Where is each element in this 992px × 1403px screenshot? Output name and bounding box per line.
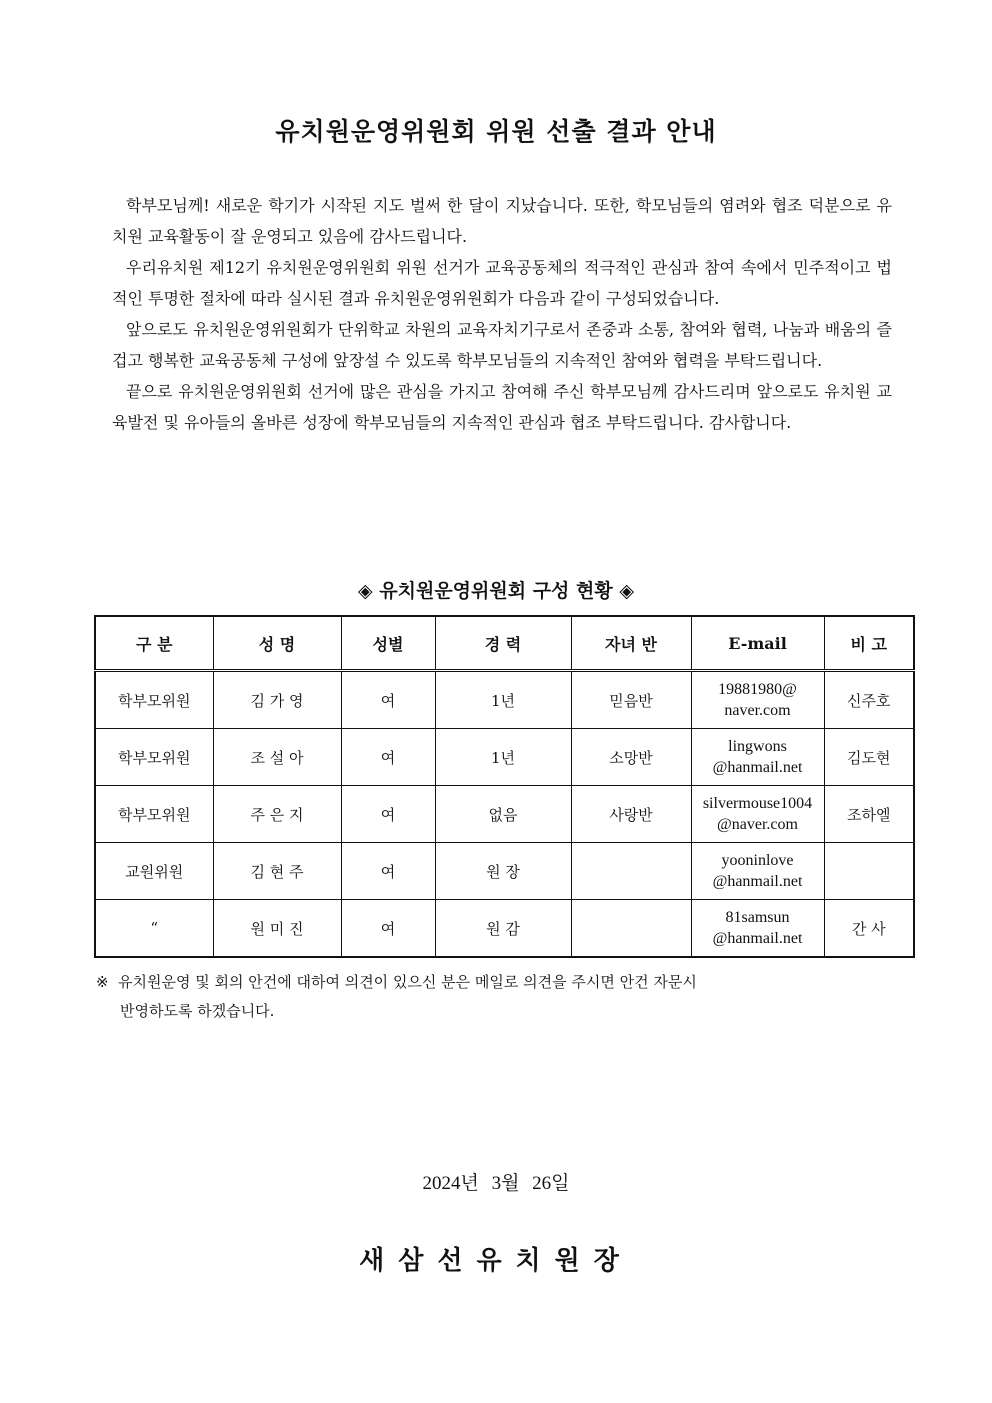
cell-category: 학부모위원	[95, 786, 213, 843]
cell-name: 조 설 아	[213, 729, 341, 786]
cell-gender: 여	[341, 900, 435, 958]
cell-category: “	[95, 900, 213, 958]
table-row	[95, 843, 914, 900]
cell-career: 없음	[435, 786, 571, 843]
section-title: ◈ 유치원운영위원회 구성 현황 ◈	[358, 580, 634, 602]
cell-note: 간 사	[824, 900, 914, 958]
cell-email	[691, 900, 824, 958]
email-line: 19881980@	[718, 681, 797, 698]
cell-category: 학부모위원	[95, 671, 213, 729]
cell-email	[691, 729, 824, 786]
cell-career: 원 장	[435, 843, 571, 900]
cell-class: 소망반	[571, 729, 691, 786]
header-category: 구 분	[95, 616, 213, 671]
paragraph: 학부모님께! 새로운 학기가 시작된 지도 벌써 한 달이 지났습니다. 또한, 학모님들의 염려와 협조 덕분으로 유치원 교육활동이 잘 운영되고 있음에 감사드립니다.	[112, 196, 892, 246]
cell-email	[691, 786, 824, 843]
reference-mark: ※	[96, 973, 109, 991]
cell-note	[824, 843, 914, 900]
email-line: lingwons	[728, 738, 787, 755]
email-line: @hanmail.net	[712, 759, 803, 776]
table-row	[95, 900, 914, 958]
email-line: silvermouse1004	[702, 795, 813, 812]
footnote-line: 반영하도록 하겠습니다.	[120, 1002, 275, 1020]
email-line: naver.com	[724, 702, 791, 719]
email-line: 81samsun	[725, 909, 790, 926]
header-name: 성 명	[213, 616, 341, 671]
table-row	[95, 729, 914, 786]
cell-career: 1년	[435, 671, 571, 729]
footnote-line: 유치원운영 및 회의 안건에 대하여 의견이 있으신 분은 메일로 의견을 주시면 안건 자문시	[118, 973, 697, 991]
cell-gender: 여	[341, 786, 435, 843]
cell-class: 믿음반	[571, 671, 691, 729]
footnote	[96, 968, 896, 1026]
table-header-row	[95, 616, 914, 671]
cell-note: 김도현	[824, 729, 914, 786]
cell-name: 원 미 진	[213, 900, 341, 958]
paragraph: 앞으로도 유치원운영위원회가 단위학교 차원의 교육자치기구로서 존중과 소통, 참여와 협력, 나눔과 배움의 즐겁고 행복한 교육공동체 구성에 앞장설 수 있도록 학부모님들의 지속적인 참여와 협력을 부탁드립니다.	[112, 320, 892, 370]
cell-email	[691, 671, 824, 729]
cell-name: 김 현 주	[213, 843, 341, 900]
paragraph: 끝으로 유치원운영위원회 선거에 많은 관심을 가지고 참여해 주신 학부모님께 감사드리며 앞으로도 유치원 교육발전 및 유아들의 올바른 성장에 학부모님들의 지속적인 관심과 협조 부탁드립니다. 감사합니다.	[112, 382, 892, 432]
cell-career: 원 감	[435, 900, 571, 958]
cell-gender: 여	[341, 671, 435, 729]
email-line: yooninlove	[721, 852, 794, 869]
email-line: @hanmail.net	[712, 930, 803, 947]
email-line: @hanmail.net	[712, 873, 803, 890]
cell-category: 학부모위원	[95, 729, 213, 786]
email-line: @naver.com	[717, 816, 798, 833]
header-class: 자녀 반	[571, 616, 691, 671]
cell-gender: 여	[341, 843, 435, 900]
header-gender: 성별	[341, 616, 435, 671]
cell-name: 김 가 영	[213, 671, 341, 729]
signer: 새삼선유치원장	[359, 1246, 633, 1276]
cell-note: 조하엘	[824, 786, 914, 843]
committee-table	[94, 615, 913, 958]
header-email: E-mail	[691, 616, 824, 671]
cell-category: 교원위원	[95, 843, 213, 900]
table-row	[95, 786, 914, 843]
cell-name: 주 은 지	[213, 786, 341, 843]
cell-class	[571, 843, 691, 900]
paragraph: 우리유치원 제12기 유치원운영위원회 위원 선거가 교육공동체의 적극적인 관심과 참여 속에서 민주적이고 법적인 투명한 절차에 따라 실시된 결과 유치원운영위원회가 다음과 같이 구성되었습니다.	[112, 258, 892, 308]
cell-class: 사랑반	[571, 786, 691, 843]
cell-gender: 여	[341, 729, 435, 786]
body-text	[112, 190, 892, 438]
header-career: 경 력	[435, 616, 571, 671]
cell-career: 1년	[435, 729, 571, 786]
document-date: 2024년 3월 26일	[422, 1173, 570, 1194]
document-title: 유치원운영위원회 위원 선출 결과 안내	[275, 117, 717, 146]
header-note: 비 고	[824, 616, 914, 671]
cell-email	[691, 843, 824, 900]
cell-note: 신주호	[824, 671, 914, 729]
cell-class	[571, 900, 691, 958]
table-row	[95, 671, 914, 729]
